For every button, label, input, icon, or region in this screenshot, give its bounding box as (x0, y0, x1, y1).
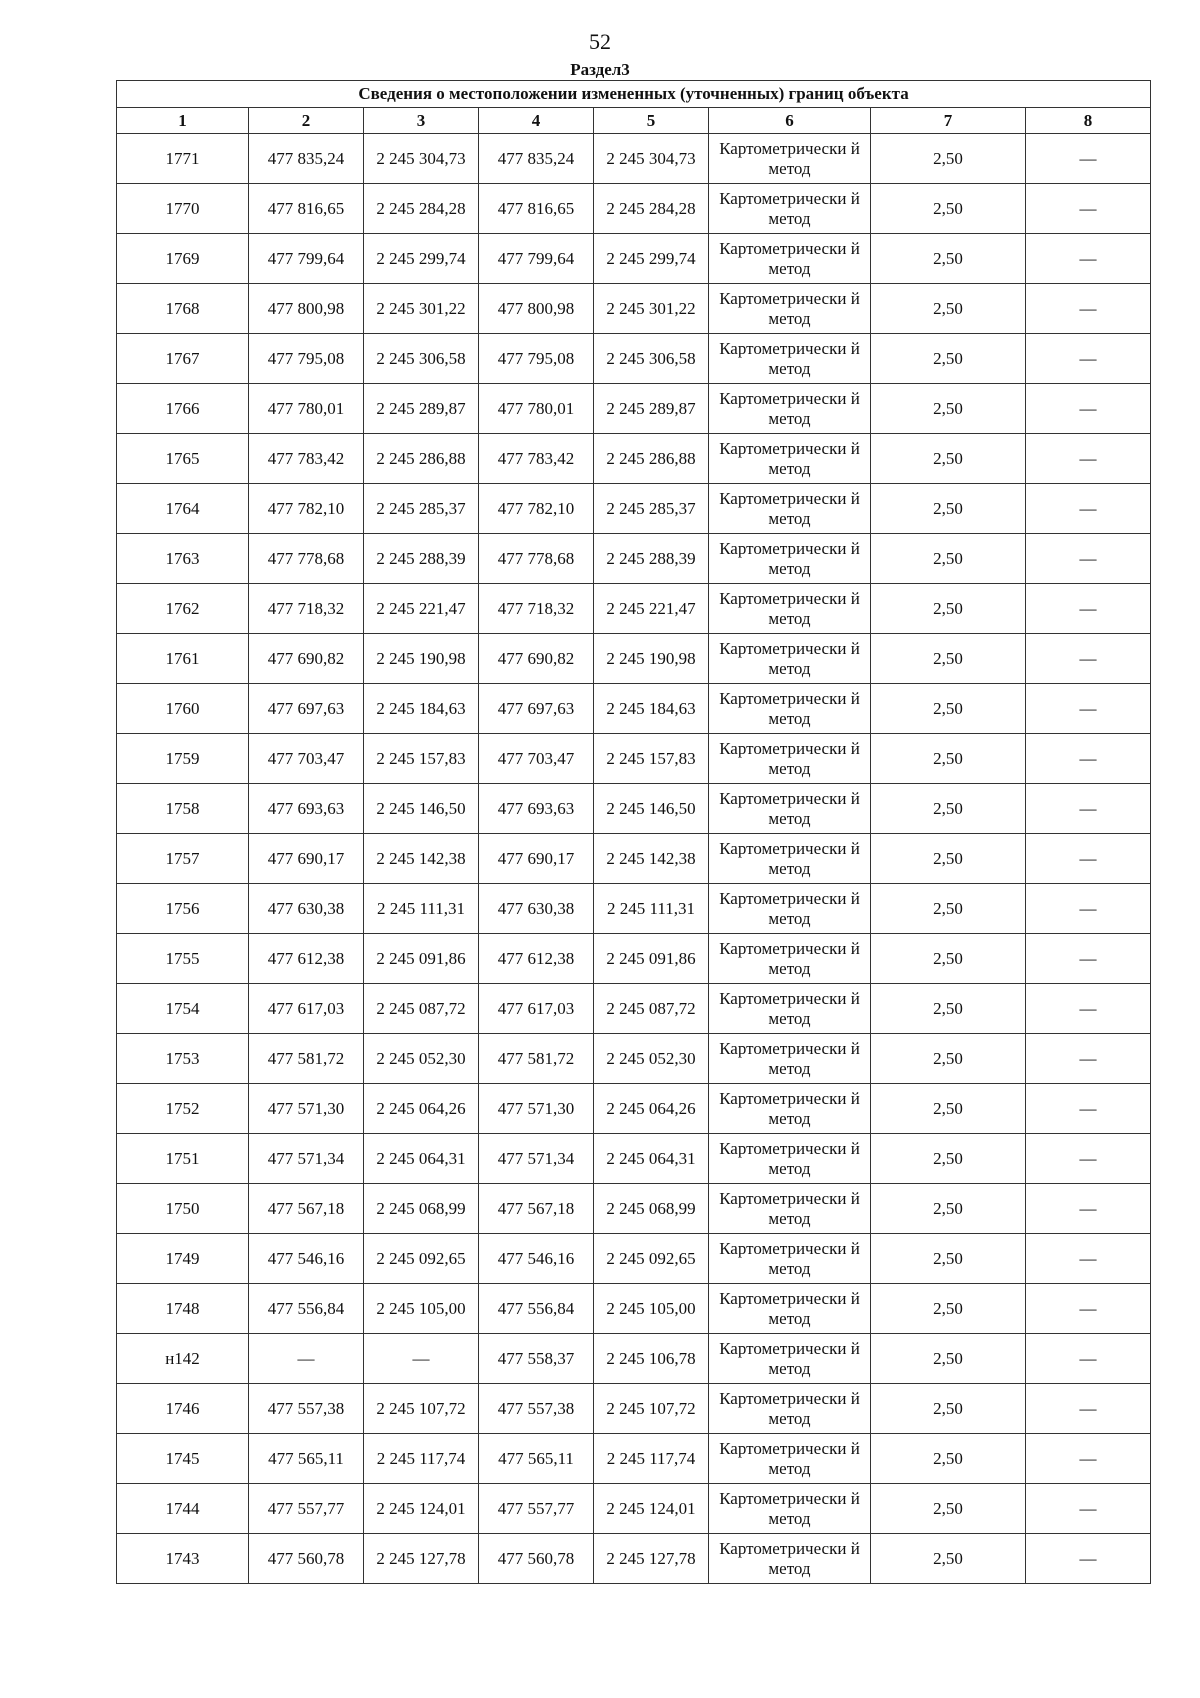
x-existing-cell: 477 612,38 (249, 934, 364, 984)
description-cell: — (1026, 134, 1151, 184)
column-header: 2 (249, 108, 364, 134)
x-new-cell: 477 816,65 (479, 184, 594, 234)
accuracy-cell: 2,50 (871, 534, 1026, 584)
accuracy-cell: 2,50 (871, 484, 1026, 534)
point-number-cell: 1768 (117, 284, 249, 334)
x-existing-cell: 477 835,24 (249, 134, 364, 184)
x-new-cell: 477 565,11 (479, 1434, 594, 1484)
table-row (117, 1384, 1151, 1434)
page-number: 52 (589, 29, 611, 54)
table-row (117, 1534, 1151, 1584)
x-existing-cell: 477 557,38 (249, 1384, 364, 1434)
x-new-cell: 477 546,16 (479, 1234, 594, 1284)
y-new-cell: 2 245 127,78 (594, 1534, 709, 1584)
x-existing-cell: 477 546,16 (249, 1234, 364, 1284)
method-cell: Картометрически й метод (709, 384, 871, 434)
accuracy-cell: 2,50 (871, 584, 1026, 634)
x-existing-cell: 477 690,82 (249, 634, 364, 684)
column-header: 3 (364, 108, 479, 134)
x-existing-cell: 477 565,11 (249, 1434, 364, 1484)
point-number-cell: 1743 (117, 1534, 249, 1584)
table-row (117, 734, 1151, 784)
accuracy-cell: 2,50 (871, 134, 1026, 184)
description-cell: — (1026, 384, 1151, 434)
description-cell: — (1026, 634, 1151, 684)
y-existing-cell: 2 245 301,22 (364, 284, 479, 334)
table-row (117, 184, 1151, 234)
y-new-cell: 2 245 221,47 (594, 584, 709, 634)
x-new-cell: 477 557,77 (479, 1484, 594, 1534)
y-existing-cell: 2 245 289,87 (364, 384, 479, 434)
description-cell: — (1026, 1384, 1151, 1434)
point-number-cell: 1754 (117, 984, 249, 1034)
table-row (117, 234, 1151, 284)
table-row (117, 934, 1151, 984)
point-number-cell: 1757 (117, 834, 249, 884)
y-new-cell: 2 245 105,00 (594, 1284, 709, 1334)
description-cell: — (1026, 884, 1151, 934)
y-new-cell: 2 245 107,72 (594, 1384, 709, 1434)
x-existing-cell: 477 718,32 (249, 584, 364, 634)
accuracy-cell: 2,50 (871, 784, 1026, 834)
method-cell: Картометрически й метод (709, 1184, 871, 1234)
point-number-cell: 1745 (117, 1434, 249, 1484)
y-existing-cell: 2 245 306,58 (364, 334, 479, 384)
point-number-cell: 1771 (117, 134, 249, 184)
point-number-cell: 1764 (117, 484, 249, 534)
x-new-cell: 477 690,17 (479, 834, 594, 884)
accuracy-cell: 2,50 (871, 684, 1026, 734)
x-new-cell: 477 703,47 (479, 734, 594, 784)
description-cell: — (1026, 234, 1151, 284)
table-caption-row (117, 81, 1151, 108)
y-existing-cell: — (364, 1334, 479, 1384)
description-cell: — (1026, 284, 1151, 334)
y-existing-cell: 2 245 105,00 (364, 1284, 479, 1334)
method-cell: Картометрически й метод (709, 684, 871, 734)
accuracy-cell: 2,50 (871, 634, 1026, 684)
x-new-cell: 477 783,42 (479, 434, 594, 484)
x-new-cell: 477 782,10 (479, 484, 594, 534)
method-cell: Картометрически й метод (709, 1034, 871, 1084)
x-existing-cell: 477 557,77 (249, 1484, 364, 1534)
description-cell: — (1026, 684, 1151, 734)
column-header: 4 (479, 108, 594, 134)
y-new-cell: 2 245 304,73 (594, 134, 709, 184)
table-row (117, 484, 1151, 534)
table-row (117, 1134, 1151, 1184)
y-new-cell: 2 245 306,58 (594, 334, 709, 384)
method-cell: Картометрически й метод (709, 734, 871, 784)
x-existing-cell: 477 816,65 (249, 184, 364, 234)
accuracy-cell: 2,50 (871, 1234, 1026, 1284)
description-cell: — (1026, 184, 1151, 234)
accuracy-cell: 2,50 (871, 1434, 1026, 1484)
x-existing-cell: 477 571,30 (249, 1084, 364, 1134)
y-new-cell: 2 245 299,74 (594, 234, 709, 284)
description-cell: — (1026, 1484, 1151, 1534)
x-existing-cell: 477 780,01 (249, 384, 364, 434)
method-cell: Картометрически й метод (709, 1484, 871, 1534)
x-new-cell: 477 800,98 (479, 284, 594, 334)
accuracy-cell: 2,50 (871, 884, 1026, 934)
point-number-cell: 1750 (117, 1184, 249, 1234)
description-cell: — (1026, 484, 1151, 534)
point-number-cell: 1770 (117, 184, 249, 234)
description-cell: — (1026, 1084, 1151, 1134)
y-existing-cell: 2 245 092,65 (364, 1234, 479, 1284)
y-new-cell: 2 245 092,65 (594, 1234, 709, 1284)
y-existing-cell: 2 245 304,73 (364, 134, 479, 184)
accuracy-cell: 2,50 (871, 334, 1026, 384)
y-existing-cell: 2 245 221,47 (364, 584, 479, 634)
y-existing-cell: 2 245 299,74 (364, 234, 479, 284)
description-cell: — (1026, 334, 1151, 384)
method-cell: Картометрически й метод (709, 1134, 871, 1184)
column-header: 7 (871, 108, 1026, 134)
point-number-cell: 1751 (117, 1134, 249, 1184)
point-number-cell: 1760 (117, 684, 249, 734)
table-row (117, 284, 1151, 334)
description-cell: — (1026, 834, 1151, 884)
y-new-cell: 2 245 052,30 (594, 1034, 709, 1084)
y-existing-cell: 2 245 064,31 (364, 1134, 479, 1184)
accuracy-cell: 2,50 (871, 234, 1026, 284)
accuracy-cell: 2,50 (871, 384, 1026, 434)
method-cell: Картометрически й метод (709, 184, 871, 234)
y-existing-cell: 2 245 111,31 (364, 884, 479, 934)
x-existing-cell: 477 581,72 (249, 1034, 364, 1084)
y-existing-cell: 2 245 052,30 (364, 1034, 479, 1084)
column-header: 1 (117, 108, 249, 134)
y-existing-cell: 2 245 142,38 (364, 834, 479, 884)
x-existing-cell: 477 630,38 (249, 884, 364, 934)
accuracy-cell: 2,50 (871, 1084, 1026, 1134)
y-new-cell: 2 245 117,74 (594, 1434, 709, 1484)
point-number-cell: 1756 (117, 884, 249, 934)
column-number-row (117, 108, 1151, 134)
method-cell: Картометрически й метод (709, 934, 871, 984)
x-existing-cell: 477 697,63 (249, 684, 364, 734)
method-cell: Картометрически й метод (709, 284, 871, 334)
x-new-cell: 477 780,01 (479, 384, 594, 434)
y-new-cell: 2 245 301,22 (594, 284, 709, 334)
table-row (117, 684, 1151, 734)
accuracy-cell: 2,50 (871, 1284, 1026, 1334)
accuracy-cell: 2,50 (871, 734, 1026, 784)
description-cell: — (1026, 534, 1151, 584)
method-cell: Картометрически й метод (709, 1434, 871, 1484)
y-new-cell: 2 245 285,37 (594, 484, 709, 534)
method-cell: Картометрически й метод (709, 634, 871, 684)
y-existing-cell: 2 245 190,98 (364, 634, 479, 684)
y-existing-cell: 2 245 087,72 (364, 984, 479, 1034)
method-cell: Картометрически й метод (709, 434, 871, 484)
accuracy-cell: 2,50 (871, 1384, 1026, 1434)
accuracy-cell: 2,50 (871, 284, 1026, 334)
y-new-cell: 2 245 288,39 (594, 534, 709, 584)
x-existing-cell: 477 799,64 (249, 234, 364, 284)
table-row (117, 884, 1151, 934)
description-cell: — (1026, 934, 1151, 984)
table-row (117, 1034, 1151, 1084)
point-number-cell: 1759 (117, 734, 249, 784)
method-cell: Картометрически й метод (709, 1234, 871, 1284)
y-existing-cell: 2 245 146,50 (364, 784, 479, 834)
description-cell: — (1026, 1034, 1151, 1084)
point-number-cell: 1765 (117, 434, 249, 484)
x-new-cell: 477 560,78 (479, 1534, 594, 1584)
x-new-cell: 477 581,72 (479, 1034, 594, 1084)
accuracy-cell: 2,50 (871, 934, 1026, 984)
method-cell: Картометрически й метод (709, 784, 871, 834)
column-header: 8 (1026, 108, 1151, 134)
table-caption: Сведения о местоположении измененных (уточненных) границ объекта (117, 81, 1151, 108)
accuracy-cell: 2,50 (871, 834, 1026, 884)
table-row (117, 1084, 1151, 1134)
y-new-cell: 2 245 064,26 (594, 1084, 709, 1134)
x-existing-cell: 477 556,84 (249, 1284, 364, 1334)
accuracy-cell: 2,50 (871, 1134, 1026, 1184)
x-existing-cell: 477 617,03 (249, 984, 364, 1034)
accuracy-cell: 2,50 (871, 1534, 1026, 1584)
table-row (117, 534, 1151, 584)
y-existing-cell: 2 245 107,72 (364, 1384, 479, 1434)
point-number-cell: 1753 (117, 1034, 249, 1084)
x-new-cell: 477 697,63 (479, 684, 594, 734)
y-new-cell: 2 245 184,63 (594, 684, 709, 734)
table-row (117, 1484, 1151, 1534)
table-row (117, 784, 1151, 834)
table-row (117, 1184, 1151, 1234)
column-header: 5 (594, 108, 709, 134)
table-row (117, 634, 1151, 684)
y-new-cell: 2 245 286,88 (594, 434, 709, 484)
method-cell: Картометрически й метод (709, 1534, 871, 1584)
table-row (117, 1334, 1151, 1384)
table-row (117, 334, 1151, 384)
point-number-cell: 1755 (117, 934, 249, 984)
x-new-cell: 477 612,38 (479, 934, 594, 984)
x-new-cell: 477 778,68 (479, 534, 594, 584)
y-existing-cell: 2 245 127,78 (364, 1534, 479, 1584)
method-cell: Картометрически й метод (709, 884, 871, 934)
y-existing-cell: 2 245 124,01 (364, 1484, 479, 1534)
description-cell: — (1026, 1184, 1151, 1234)
x-new-cell: 477 630,38 (479, 884, 594, 934)
method-cell: Картометрически й метод (709, 834, 871, 884)
point-number-cell: 1762 (117, 584, 249, 634)
method-cell: Картометрически й метод (709, 1334, 871, 1384)
x-new-cell: 477 718,32 (479, 584, 594, 634)
point-number-cell: 1749 (117, 1234, 249, 1284)
point-number-cell: 1766 (117, 384, 249, 434)
table-row (117, 134, 1151, 184)
description-cell: — (1026, 734, 1151, 784)
point-number-cell: 1746 (117, 1384, 249, 1434)
description-cell: — (1026, 1534, 1151, 1584)
method-cell: Картометрически й метод (709, 484, 871, 534)
x-existing-cell: — (249, 1334, 364, 1384)
accuracy-cell: 2,50 (871, 434, 1026, 484)
method-cell: Картометрически й метод (709, 134, 871, 184)
point-number-cell: 1769 (117, 234, 249, 284)
x-new-cell: 477 571,30 (479, 1084, 594, 1134)
description-cell: — (1026, 434, 1151, 484)
x-new-cell: 477 557,38 (479, 1384, 594, 1434)
point-number-cell: 1761 (117, 634, 249, 684)
x-existing-cell: 477 778,68 (249, 534, 364, 584)
method-cell: Картометрически й метод (709, 1084, 871, 1134)
boundary-coordinates-table (116, 80, 1151, 1584)
x-existing-cell: 477 690,17 (249, 834, 364, 884)
table-row (117, 1284, 1151, 1334)
x-new-cell: 477 567,18 (479, 1184, 594, 1234)
y-new-cell: 2 245 106,78 (594, 1334, 709, 1384)
method-cell: Картометрически й метод (709, 534, 871, 584)
y-existing-cell: 2 245 285,37 (364, 484, 479, 534)
x-existing-cell: 477 571,34 (249, 1134, 364, 1184)
x-existing-cell: 477 782,10 (249, 484, 364, 534)
description-cell: — (1026, 1234, 1151, 1284)
y-existing-cell: 2 245 117,74 (364, 1434, 479, 1484)
description-cell: — (1026, 1134, 1151, 1184)
x-existing-cell: 477 800,98 (249, 284, 364, 334)
y-new-cell: 2 245 111,31 (594, 884, 709, 934)
table-row (117, 434, 1151, 484)
y-new-cell: 2 245 289,87 (594, 384, 709, 434)
x-new-cell: 477 690,82 (479, 634, 594, 684)
x-existing-cell: 477 783,42 (249, 434, 364, 484)
method-cell: Картометрически й метод (709, 584, 871, 634)
x-new-cell: 477 795,08 (479, 334, 594, 384)
y-existing-cell: 2 245 184,63 (364, 684, 479, 734)
description-cell: — (1026, 1434, 1151, 1484)
y-existing-cell: 2 245 288,39 (364, 534, 479, 584)
y-existing-cell: 2 245 157,83 (364, 734, 479, 784)
point-number-cell: 1758 (117, 784, 249, 834)
point-number-cell: н142 (117, 1334, 249, 1384)
accuracy-cell: 2,50 (871, 1034, 1026, 1084)
x-existing-cell: 477 703,47 (249, 734, 364, 784)
point-number-cell: 1748 (117, 1284, 249, 1334)
x-existing-cell: 477 795,08 (249, 334, 364, 384)
point-number-cell: 1744 (117, 1484, 249, 1534)
description-cell: — (1026, 584, 1151, 634)
y-new-cell: 2 245 068,99 (594, 1184, 709, 1234)
x-new-cell: 477 617,03 (479, 984, 594, 1034)
x-existing-cell: 477 560,78 (249, 1534, 364, 1584)
method-cell: Картометрически й метод (709, 334, 871, 384)
x-existing-cell: 477 693,63 (249, 784, 364, 834)
y-new-cell: 2 245 146,50 (594, 784, 709, 834)
section-title: Раздел3 (570, 60, 630, 79)
column-header: 6 (709, 108, 871, 134)
description-cell: — (1026, 1284, 1151, 1334)
table-body (117, 134, 1151, 1584)
y-existing-cell: 2 245 284,28 (364, 184, 479, 234)
accuracy-cell: 2,50 (871, 984, 1026, 1034)
y-new-cell: 2 245 284,28 (594, 184, 709, 234)
y-existing-cell: 2 245 064,26 (364, 1084, 479, 1134)
accuracy-cell: 2,50 (871, 1334, 1026, 1384)
x-new-cell: 477 799,64 (479, 234, 594, 284)
description-cell: — (1026, 984, 1151, 1034)
method-cell: Картометрически й метод (709, 234, 871, 284)
y-new-cell: 2 245 190,98 (594, 634, 709, 684)
table-row (117, 834, 1151, 884)
description-cell: — (1026, 1334, 1151, 1384)
y-existing-cell: 2 245 091,86 (364, 934, 479, 984)
method-cell: Картометрически й метод (709, 1384, 871, 1434)
point-number-cell: 1763 (117, 534, 249, 584)
y-existing-cell: 2 245 068,99 (364, 1184, 479, 1234)
method-cell: Картометрически й метод (709, 984, 871, 1034)
table-row (117, 984, 1151, 1034)
method-cell: Картометрически й метод (709, 1284, 871, 1334)
y-new-cell: 2 245 087,72 (594, 984, 709, 1034)
x-new-cell: 477 835,24 (479, 134, 594, 184)
y-new-cell: 2 245 064,31 (594, 1134, 709, 1184)
x-new-cell: 477 556,84 (479, 1284, 594, 1334)
y-new-cell: 2 245 142,38 (594, 834, 709, 884)
x-new-cell: 477 558,37 (479, 1334, 594, 1384)
x-existing-cell: 477 567,18 (249, 1184, 364, 1234)
accuracy-cell: 2,50 (871, 1184, 1026, 1234)
accuracy-cell: 2,50 (871, 1484, 1026, 1534)
y-new-cell: 2 245 091,86 (594, 934, 709, 984)
point-number-cell: 1767 (117, 334, 249, 384)
y-existing-cell: 2 245 286,88 (364, 434, 479, 484)
table-row (117, 1234, 1151, 1284)
table-row (117, 1434, 1151, 1484)
point-number-cell: 1752 (117, 1084, 249, 1134)
y-new-cell: 2 245 157,83 (594, 734, 709, 784)
description-cell: — (1026, 784, 1151, 834)
x-new-cell: 477 693,63 (479, 784, 594, 834)
y-new-cell: 2 245 124,01 (594, 1484, 709, 1534)
table-row (117, 584, 1151, 634)
table-row (117, 384, 1151, 434)
accuracy-cell: 2,50 (871, 184, 1026, 234)
x-new-cell: 477 571,34 (479, 1134, 594, 1184)
